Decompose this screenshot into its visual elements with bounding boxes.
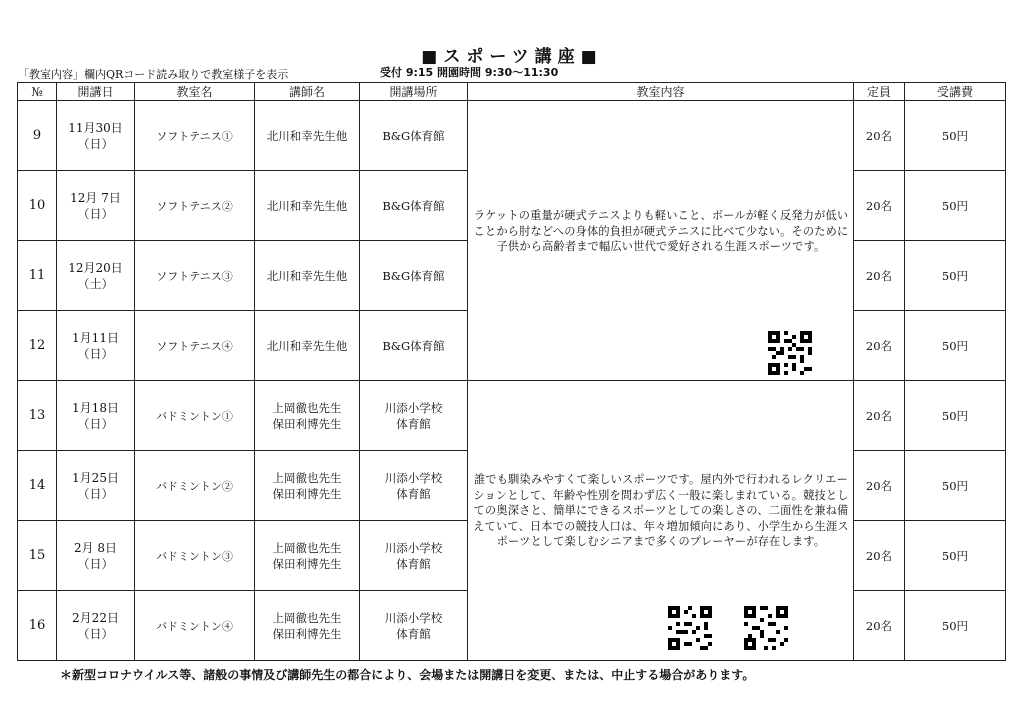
place-name: 体育館 [396, 486, 431, 501]
row-place [360, 101, 468, 171]
header-place: 開講場所 [360, 83, 468, 101]
place-name: B&G体育館 [382, 128, 445, 143]
row-place [360, 451, 468, 521]
row-teacher [255, 241, 360, 311]
row-class: ソフトテニス③ [135, 241, 255, 311]
date-text: 11月30日 [68, 120, 123, 135]
row-no: 12 [18, 311, 57, 381]
table-row [18, 101, 1006, 171]
row-capacity: 20名 [854, 591, 905, 661]
row-class: バドミントン④ [135, 591, 255, 661]
row-date [57, 591, 135, 661]
header-class: 教室名 [135, 83, 255, 101]
row-fee: 50円 [905, 311, 1006, 381]
row-fee: 50円 [905, 591, 1006, 661]
day-text: （日） [77, 206, 114, 221]
row-no: 11 [18, 241, 57, 311]
row-no: 10 [18, 171, 57, 241]
qr-code-icon[interactable] [768, 331, 812, 375]
day-text: （日） [77, 416, 114, 431]
header-capacity: 定員 [854, 83, 905, 101]
row-no: 14 [18, 451, 57, 521]
row-place [360, 171, 468, 241]
row-fee: 50円 [905, 451, 1006, 521]
row-teacher [255, 381, 360, 451]
date-text: 1月11日 [72, 330, 119, 345]
row-teacher [255, 171, 360, 241]
schedule-table [17, 82, 1006, 661]
day-text: （日） [77, 486, 114, 501]
row-place [360, 381, 468, 451]
day-text: （日） [77, 626, 114, 641]
date-text: 12月 7日 [70, 190, 121, 205]
place-name: 川添小学校 [384, 540, 443, 555]
row-date [57, 521, 135, 591]
teacher-name: 上岡徹也先生 [272, 610, 342, 625]
place-name: 体育館 [396, 556, 431, 571]
qr-note: 「教室内容」欄内QRコード読み取りで教室様子を表示 [18, 68, 289, 81]
page-title: ■スポーツ講座■ [421, 47, 603, 67]
day-text: （日） [77, 346, 114, 361]
qr-code-icon[interactable] [668, 606, 712, 650]
row-capacity: 20名 [854, 241, 905, 311]
teacher-name: 北川和幸先生他 [266, 198, 348, 213]
row-teacher [255, 101, 360, 171]
row-date [57, 171, 135, 241]
row-date [57, 451, 135, 521]
row-class: バドミントン① [135, 381, 255, 451]
row-place [360, 311, 468, 381]
row-place [360, 241, 468, 311]
row-teacher [255, 311, 360, 381]
row-fee: 50円 [905, 381, 1006, 451]
row-no: 9 [18, 101, 57, 171]
teacher-name: 保田利博先生 [272, 486, 342, 501]
row-capacity: 20名 [854, 311, 905, 381]
reception-hours: 受付 9:15 開園時間 9:30〜11:30 [380, 66, 559, 79]
row-class: ソフトテニス④ [135, 311, 255, 381]
footer-notice: ＊新型コロナウイルス等、諸般の事情及び講師先生の都合により、会場または開講日を変更、または、中止する場合があります。 [60, 668, 755, 682]
tennis-description: ラケットの重量が硬式テニスよりも軽いこと、ボールが軽く反発力が低いことから肘などへの身体的負担が硬式テニスに比べて少ない。そのために子供から高齢者まで幅広い世代で愛好される生涯スポーツです。 [473, 209, 849, 253]
teacher-name: 上岡徹也先生 [272, 540, 342, 555]
row-date [57, 241, 135, 311]
teacher-name: 北川和幸先生他 [266, 338, 348, 353]
row-place [360, 591, 468, 661]
row-capacity: 20名 [854, 521, 905, 591]
row-capacity: 20名 [854, 381, 905, 451]
date-text: 2月22日 [72, 610, 119, 625]
row-fee: 50円 [905, 101, 1006, 171]
row-class: バドミントン② [135, 451, 255, 521]
content-cell-badminton [468, 381, 854, 661]
row-fee: 50円 [905, 171, 1006, 241]
header-teacher: 講師名 [255, 83, 360, 101]
place-name: 川添小学校 [384, 400, 443, 415]
row-date [57, 381, 135, 451]
row-fee: 50円 [905, 521, 1006, 591]
place-name: B&G体育館 [382, 198, 445, 213]
header-content: 教室内容 [468, 83, 854, 101]
row-capacity: 20名 [854, 451, 905, 521]
day-text: （日） [77, 136, 114, 151]
row-date [57, 311, 135, 381]
table-row [18, 381, 1006, 451]
row-capacity: 20名 [854, 101, 905, 171]
teacher-name: 上岡徹也先生 [272, 470, 342, 485]
teacher-name: 上岡徹也先生 [272, 400, 342, 415]
header-no: № [18, 83, 57, 101]
row-capacity: 20名 [854, 171, 905, 241]
date-text: 1月18日 [72, 400, 119, 415]
place-name: B&G体育館 [382, 268, 445, 283]
row-class: ソフトテニス① [135, 101, 255, 171]
row-no: 13 [18, 381, 57, 451]
badminton-description: 誰でも馴染みやすくて楽しいスポーツです。屋内外で行われるレクリエーションとして、年齢や性別を問わず広く一般に楽しまれている。競技としての奥深さと、簡単にできるスポーツとしての楽しさの、二面性を兼ね備えていて、日本での競技人口は、年々増加傾向にあり、小学生から生涯スポーツとして楽しむシニアまで多くのプレーヤーが存在します。 [473, 473, 849, 548]
row-no: 16 [18, 591, 57, 661]
teacher-name: 北川和幸先生他 [266, 128, 348, 143]
row-class: バドミントン③ [135, 521, 255, 591]
teacher-name: 保田利博先生 [272, 626, 342, 641]
teacher-name: 北川和幸先生他 [266, 268, 348, 283]
row-teacher [255, 521, 360, 591]
place-name: 体育館 [396, 626, 431, 641]
content-cell-tennis [468, 101, 854, 381]
row-teacher [255, 591, 360, 661]
row-fee: 50円 [905, 241, 1006, 311]
teacher-name: 保田利博先生 [272, 556, 342, 571]
header-fee: 受講費 [905, 83, 1006, 101]
row-teacher [255, 451, 360, 521]
place-name: 体育館 [396, 416, 431, 431]
row-no: 15 [18, 521, 57, 591]
row-class: ソフトテニス② [135, 171, 255, 241]
place-name: B&G体育館 [382, 338, 445, 353]
date-text: 12月20日 [68, 260, 123, 275]
day-text: （土） [77, 276, 114, 291]
date-text: 2月 8日 [73, 540, 118, 555]
teacher-name: 保田利博先生 [272, 416, 342, 431]
place-name: 川添小学校 [384, 610, 443, 625]
day-text: （日） [77, 556, 114, 571]
place-name: 川添小学校 [384, 470, 443, 485]
row-place [360, 521, 468, 591]
qr-code-icon[interactable] [744, 606, 788, 650]
date-text: 1月25日 [72, 470, 119, 485]
header-date: 開講日 [57, 83, 135, 101]
header-row [18, 83, 1006, 101]
row-date [57, 101, 135, 171]
